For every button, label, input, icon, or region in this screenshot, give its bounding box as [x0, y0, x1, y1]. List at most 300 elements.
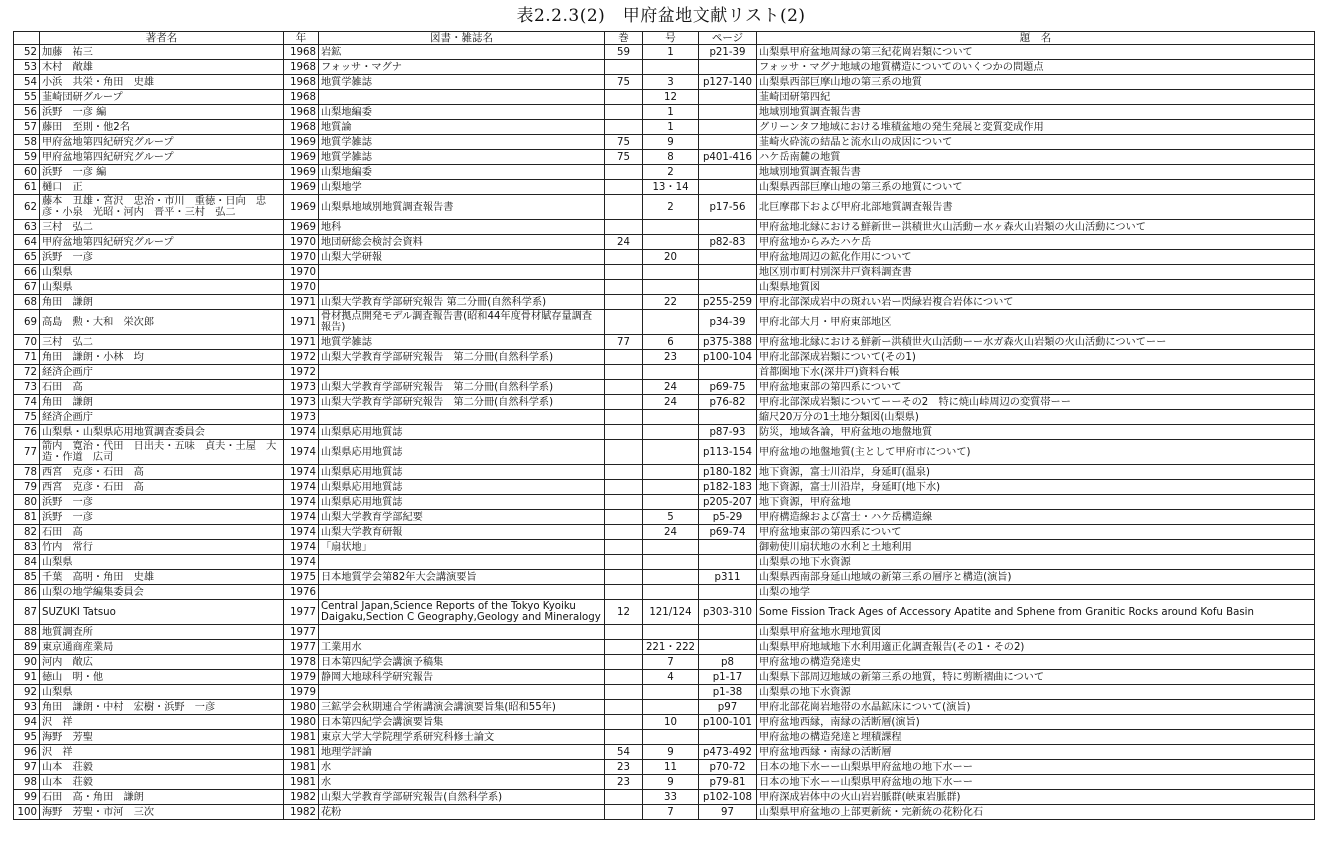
cell-page — [699, 555, 757, 570]
cell-subject: 甲府盆地東部の第四系について — [757, 525, 1315, 540]
cell-author: 浜野 一彦 編 — [40, 105, 284, 120]
cell-no: 69 — [14, 310, 40, 335]
cell-number: 24 — [643, 525, 699, 540]
table-row — [14, 350, 1315, 365]
cell-no: 60 — [14, 165, 40, 180]
cell-journal: 静岡大地球科学研究報告 — [319, 670, 605, 685]
cell-year: 1970 — [284, 235, 319, 250]
cell-no: 67 — [14, 280, 40, 295]
cell-page: p205-207 — [699, 495, 757, 510]
cell-subject: 山梨県西部巨摩山地の第三系の地質 — [757, 75, 1315, 90]
cell-subject: 甲府盆地北縁における鮮新ー洪積世火山活動ーー水ガ森火山岩類の火山活動についてーー — [757, 335, 1315, 350]
cell-author: 地質調査所 — [40, 625, 284, 640]
table-row — [14, 465, 1315, 480]
cell-year: 1968 — [284, 105, 319, 120]
cell-subject: 日本の地下水ーー山梨県甲府盆地の地下水ーー — [757, 760, 1315, 775]
cell-number: 12 — [643, 90, 699, 105]
cell-number: 2 — [643, 165, 699, 180]
cell-volume — [605, 465, 643, 480]
cell-year: 1971 — [284, 310, 319, 335]
cell-author: 高島 勲・大和 栄次郎 — [40, 310, 284, 335]
cell-number: 24 — [643, 380, 699, 395]
table-row — [14, 180, 1315, 195]
cell-no: 98 — [14, 775, 40, 790]
literature-table — [13, 31, 1315, 820]
table-row — [14, 625, 1315, 640]
cell-subject: 甲府盆地からみたハケ岳 — [757, 235, 1315, 250]
cell-page — [699, 365, 757, 380]
cell-author: 沢 祥 — [40, 745, 284, 760]
cell-year: 1968 — [284, 60, 319, 75]
cell-no: 95 — [14, 730, 40, 745]
cell-journal — [319, 585, 605, 600]
cell-page — [699, 640, 757, 655]
table-row — [14, 90, 1315, 105]
cell-year: 1974 — [284, 465, 319, 480]
cell-no: 72 — [14, 365, 40, 380]
table-row — [14, 440, 1315, 465]
cell-author: 箭内 寛治・代田 日出夫・五味 貞夫・土屋 大造・作道 広司 — [40, 440, 284, 465]
cell-subject: フォッサ・マグナ地域の地質構造についてのいくつかの問題点 — [757, 60, 1315, 75]
cell-author: 経済企画庁 — [40, 365, 284, 380]
cell-subject: 山梨県甲府地域地下水利用適正化調査報告(その1・その2) — [757, 640, 1315, 655]
cell-page: p100-104 — [699, 350, 757, 365]
cell-number — [643, 570, 699, 585]
cell-author: 樋口 正 — [40, 180, 284, 195]
cell-page: p113-154 — [699, 440, 757, 465]
table-row — [14, 425, 1315, 440]
cell-journal: 岩鉱 — [319, 45, 605, 60]
cell-subject: 地域別地質調査報告書 — [757, 165, 1315, 180]
cell-no: 52 — [14, 45, 40, 60]
cell-author: 山梨県 — [40, 280, 284, 295]
cell-number — [643, 280, 699, 295]
cell-number: 33 — [643, 790, 699, 805]
table-row — [14, 730, 1315, 745]
cell-subject: 地下資源，富士川沿岸，身延町(温泉) — [757, 465, 1315, 480]
cell-page — [699, 280, 757, 295]
cell-volume — [605, 90, 643, 105]
cell-year: 1981 — [284, 760, 319, 775]
cell-number — [643, 220, 699, 235]
cell-author: 石田 高・角田 謙朗 — [40, 790, 284, 805]
cell-journal: 工業用水 — [319, 640, 605, 655]
table-row — [14, 790, 1315, 805]
cell-number — [643, 265, 699, 280]
cell-page: p182-183 — [699, 480, 757, 495]
table-row — [14, 250, 1315, 265]
cell-number: 8 — [643, 150, 699, 165]
cell-journal: 山梨大学研報 — [319, 250, 605, 265]
cell-subject: 甲府北部花崗岩地帯の水晶鉱床について(演旨) — [757, 700, 1315, 715]
cell-author: SUZUKI Tatsuo — [40, 600, 284, 625]
cell-page — [699, 265, 757, 280]
cell-journal: 山梨県応用地質誌 — [319, 425, 605, 440]
cell-author: 浜野 一彦 — [40, 510, 284, 525]
header-row — [14, 32, 1315, 45]
cell-volume: 75 — [605, 150, 643, 165]
cell-author: 小浜 共栄・角田 史雄 — [40, 75, 284, 90]
cell-year: 1980 — [284, 715, 319, 730]
cell-page: p21-39 — [699, 45, 757, 60]
cell-no: 77 — [14, 440, 40, 465]
cell-subject: 山梨県西南部身延山地域の新第三系の層序と構造(演旨) — [757, 570, 1315, 585]
cell-no: 97 — [14, 760, 40, 775]
cell-subject: 地下資源，甲府盆地 — [757, 495, 1315, 510]
cell-page: p311 — [699, 570, 757, 585]
cell-journal — [319, 555, 605, 570]
cell-author: 河内 敞広 — [40, 655, 284, 670]
cell-subject: 甲府盆地周辺の鉱化作用について — [757, 250, 1315, 265]
cell-subject: 山梨県甲府盆地水理地質図 — [757, 625, 1315, 640]
cell-subject: 山梨県甲府盆地周縁の第三紀花崗岩類について — [757, 45, 1315, 60]
cell-number: 20 — [643, 250, 699, 265]
cell-subject: 甲府盆地の構造発達と埋積課程 — [757, 730, 1315, 745]
cell-author: 山梨県 — [40, 265, 284, 280]
cell-number: 221・222 — [643, 640, 699, 655]
table-row — [14, 105, 1315, 120]
cell-page — [699, 165, 757, 180]
cell-journal: 山梨大学教育学部研究報告 第二分冊(自然科学系) — [319, 395, 605, 410]
cell-no: 70 — [14, 335, 40, 350]
cell-number: 10 — [643, 715, 699, 730]
cell-no: 93 — [14, 700, 40, 715]
cell-journal: 山梨県応用地質誌 — [319, 465, 605, 480]
cell-year: 1979 — [284, 685, 319, 700]
cell-year: 1974 — [284, 540, 319, 555]
cell-year: 1968 — [284, 45, 319, 60]
cell-page: p102-108 — [699, 790, 757, 805]
cell-page: p8 — [699, 655, 757, 670]
cell-volume — [605, 440, 643, 465]
cell-journal: 地団研総会検討会資料 — [319, 235, 605, 250]
cell-journal: 山梨大学教育学部研究報告(自然科学系) — [319, 790, 605, 805]
table-row — [14, 585, 1315, 600]
cell-subject: 甲府北部深成岩中の斑れい岩ー閃緑岩複合岩体について — [757, 295, 1315, 310]
cell-number: 9 — [643, 775, 699, 790]
cell-no: 62 — [14, 195, 40, 220]
cell-subject: 山梨県下部周辺地域の新第三系の地質，特に剪断褶曲について — [757, 670, 1315, 685]
cell-no: 81 — [14, 510, 40, 525]
cell-no: 79 — [14, 480, 40, 495]
cell-no: 58 — [14, 135, 40, 150]
cell-number: 121/124 — [643, 600, 699, 625]
table-row — [14, 655, 1315, 670]
cell-year: 1982 — [284, 790, 319, 805]
cell-page: p375-388 — [699, 335, 757, 350]
cell-author: 甲府盆地第四紀研究グループ — [40, 150, 284, 165]
cell-year: 1970 — [284, 265, 319, 280]
cell-journal: 地質論 — [319, 120, 605, 135]
cell-year: 1977 — [284, 600, 319, 625]
cell-author: 石田 高 — [40, 525, 284, 540]
cell-page — [699, 60, 757, 75]
cell-volume: 75 — [605, 135, 643, 150]
cell-subject: ハケ岳南麓の地質 — [757, 150, 1315, 165]
cell-year: 1972 — [284, 350, 319, 365]
cell-number — [643, 365, 699, 380]
cell-author: 角田 謙朗 — [40, 295, 284, 310]
cell-volume — [605, 790, 643, 805]
cell-author: 海野 芳聖・市河 三次 — [40, 805, 284, 820]
cell-journal: 山梨地編委 — [319, 105, 605, 120]
cell-number — [643, 495, 699, 510]
cell-subject: 御勅使川扇状地の水利と土地利用 — [757, 540, 1315, 555]
cell-subject: 縮尺20万分の1土地分類図(山梨県) — [757, 410, 1315, 425]
cell-number — [643, 425, 699, 440]
cell-author: 徳山 明・他 — [40, 670, 284, 685]
cell-volume — [605, 120, 643, 135]
cell-author: 竹内 常行 — [40, 540, 284, 555]
cell-volume — [605, 425, 643, 440]
cell-volume: 23 — [605, 760, 643, 775]
cell-journal: 日本第四紀学会講演要旨集 — [319, 715, 605, 730]
cell-volume — [605, 495, 643, 510]
table-row — [14, 335, 1315, 350]
cell-author: 海野 芳聖 — [40, 730, 284, 745]
cell-author: 山梨県 — [40, 685, 284, 700]
table-row — [14, 525, 1315, 540]
cell-volume: 75 — [605, 75, 643, 90]
cell-volume — [605, 380, 643, 395]
cell-page — [699, 585, 757, 600]
cell-journal: 東京大学大学院理学系研究科修士論文 — [319, 730, 605, 745]
cell-subject: 地域別地質調査報告書 — [757, 105, 1315, 120]
table-row — [14, 135, 1315, 150]
cell-number — [643, 555, 699, 570]
table-row — [14, 555, 1315, 570]
cell-page: p87-93 — [699, 425, 757, 440]
cell-no: 78 — [14, 465, 40, 480]
cell-year: 1974 — [284, 440, 319, 465]
cell-no: 83 — [14, 540, 40, 555]
cell-no: 91 — [14, 670, 40, 685]
cell-page — [699, 135, 757, 150]
cell-no: 66 — [14, 265, 40, 280]
cell-year: 1981 — [284, 730, 319, 745]
cell-subject: 北巨摩郡下および甲府北部地質調査報告書 — [757, 195, 1315, 220]
table-row — [14, 410, 1315, 425]
cell-page: p97 — [699, 700, 757, 715]
col-header-year: 年 — [284, 32, 319, 45]
table-row — [14, 685, 1315, 700]
cell-subject: グリーンタフ地域における堆積盆地の発生発展と変質変成作用 — [757, 120, 1315, 135]
cell-number: 7 — [643, 655, 699, 670]
table-row — [14, 150, 1315, 165]
cell-year: 1977 — [284, 640, 319, 655]
table-row — [14, 310, 1315, 335]
cell-page — [699, 180, 757, 195]
cell-year: 1969 — [284, 150, 319, 165]
cell-number — [643, 685, 699, 700]
cell-journal: 水 — [319, 775, 605, 790]
cell-author: 韮崎団研グループ — [40, 90, 284, 105]
cell-number — [643, 235, 699, 250]
cell-year: 1968 — [284, 75, 319, 90]
cell-number — [643, 410, 699, 425]
cell-journal: 骨材拠点開発モデル調査報告書(昭和44年度骨材賦存量調査報告) — [319, 310, 605, 335]
cell-page: p180-182 — [699, 465, 757, 480]
cell-year: 1979 — [284, 670, 319, 685]
cell-year: 1973 — [284, 410, 319, 425]
cell-journal: Central Japan,Science Reports of the Tokyo Kyoiku Daigaku,Section C Geography,Geology and Mineralogy — [319, 600, 605, 625]
table-row — [14, 165, 1315, 180]
table-row — [14, 640, 1315, 655]
cell-no: 53 — [14, 60, 40, 75]
cell-number — [643, 440, 699, 465]
cell-subject: 山梨県甲府盆地の上部更新統・完新統の花粉化石 — [757, 805, 1315, 820]
cell-author: 山本 荘毅 — [40, 760, 284, 775]
cell-volume — [605, 265, 643, 280]
cell-volume — [605, 655, 643, 670]
cell-page: 97 — [699, 805, 757, 820]
cell-year: 1978 — [284, 655, 319, 670]
cell-number: 9 — [643, 745, 699, 760]
cell-year: 1973 — [284, 380, 319, 395]
cell-subject: 甲府盆地西縁，南縁の活断層(演旨) — [757, 715, 1315, 730]
cell-year: 1969 — [284, 180, 319, 195]
cell-year: 1974 — [284, 510, 319, 525]
cell-number: 1 — [643, 120, 699, 135]
cell-number: 3 — [643, 75, 699, 90]
cell-number: 5 — [643, 510, 699, 525]
table-row — [14, 495, 1315, 510]
cell-volume — [605, 180, 643, 195]
cell-volume — [605, 480, 643, 495]
cell-journal — [319, 90, 605, 105]
cell-author: 山本 荘毅 — [40, 775, 284, 790]
cell-year: 1968 — [284, 120, 319, 135]
cell-number: 4 — [643, 670, 699, 685]
cell-page: p5-29 — [699, 510, 757, 525]
cell-no: 87 — [14, 600, 40, 625]
cell-journal: 山梨大学教育学部研究報告 第二分冊(自然科学系) — [319, 350, 605, 365]
table-row — [14, 235, 1315, 250]
cell-no: 90 — [14, 655, 40, 670]
table-row — [14, 280, 1315, 295]
cell-number: 22 — [643, 295, 699, 310]
cell-number — [643, 310, 699, 335]
table-row — [14, 380, 1315, 395]
cell-page: p70-72 — [699, 760, 757, 775]
cell-no: 76 — [14, 425, 40, 440]
cell-author: 角田 謙朗 — [40, 395, 284, 410]
cell-no: 92 — [14, 685, 40, 700]
cell-journal: 日本第四紀学会講演予稿集 — [319, 655, 605, 670]
cell-year: 1970 — [284, 250, 319, 265]
cell-year: 1971 — [284, 295, 319, 310]
cell-volume: 23 — [605, 775, 643, 790]
table-row — [14, 295, 1315, 310]
cell-year: 1969 — [284, 220, 319, 235]
cell-volume — [605, 60, 643, 75]
cell-subject: 山梨の地学 — [757, 585, 1315, 600]
cell-subject: 甲府北部深成岩類についてーーその2 特に焼山峠周辺の変質帯ーー — [757, 395, 1315, 410]
cell-year: 1971 — [284, 335, 319, 350]
cell-author: 沢 祥 — [40, 715, 284, 730]
cell-journal — [319, 410, 605, 425]
cell-author: 浜野 一彦 — [40, 250, 284, 265]
cell-no: 63 — [14, 220, 40, 235]
cell-subject: 山梨県西部巨摩山地の第三系の地質について — [757, 180, 1315, 195]
cell-subject: 甲府構造線および富士・ハケ岳構造線 — [757, 510, 1315, 525]
cell-volume — [605, 730, 643, 745]
table-row — [14, 480, 1315, 495]
cell-no: 56 — [14, 105, 40, 120]
cell-subject: Some Fission Track Ages of Accessory Apatite and Sphene from Granitic Rocks around Kofu Basin — [757, 600, 1315, 625]
cell-page — [699, 220, 757, 235]
cell-number — [643, 480, 699, 495]
cell-no: 61 — [14, 180, 40, 195]
col-header-subject: 題 名 — [757, 32, 1315, 45]
table-row — [14, 805, 1315, 820]
cell-journal: 「扇状地」 — [319, 540, 605, 555]
cell-journal: フォッサ・マグナ — [319, 60, 605, 75]
cell-journal: 山梨大学教育研報 — [319, 525, 605, 540]
cell-volume — [605, 410, 643, 425]
cell-year: 1974 — [284, 480, 319, 495]
cell-year: 1970 — [284, 280, 319, 295]
cell-volume: 77 — [605, 335, 643, 350]
cell-author: 千葉 高明・角田 史雄 — [40, 570, 284, 585]
cell-subject: 韮崎団研第四紀 — [757, 90, 1315, 105]
cell-number — [643, 465, 699, 480]
cell-year: 1974 — [284, 555, 319, 570]
table-row — [14, 700, 1315, 715]
cell-no: 54 — [14, 75, 40, 90]
col-header-number: 号 — [643, 32, 699, 45]
cell-journal: 山梨県応用地質誌 — [319, 440, 605, 465]
table-row — [14, 715, 1315, 730]
cell-no: 94 — [14, 715, 40, 730]
cell-page — [699, 730, 757, 745]
cell-volume — [605, 510, 643, 525]
cell-page: p34-39 — [699, 310, 757, 335]
cell-subject: 甲府盆地西縁・南縁の活断層 — [757, 745, 1315, 760]
cell-no: 96 — [14, 745, 40, 760]
table-row — [14, 365, 1315, 380]
cell-number: 24 — [643, 395, 699, 410]
cell-volume: 24 — [605, 235, 643, 250]
cell-year: 1981 — [284, 745, 319, 760]
table-row — [14, 395, 1315, 410]
cell-year: 1977 — [284, 625, 319, 640]
cell-number — [643, 540, 699, 555]
cell-journal: 日本地質学会第82年大会講演要旨 — [319, 570, 605, 585]
cell-volume — [605, 805, 643, 820]
cell-author: 木村 敞雄 — [40, 60, 284, 75]
table-row — [14, 670, 1315, 685]
cell-number — [643, 730, 699, 745]
cell-journal: 三鉱学会秋期連合学術講演会講演要旨集(昭和55年) — [319, 700, 605, 715]
cell-number: 23 — [643, 350, 699, 365]
cell-no: 55 — [14, 90, 40, 105]
cell-year: 1974 — [284, 525, 319, 540]
cell-subject: 日本の地下水ーー山梨県甲府盆地の地下水ーー — [757, 775, 1315, 790]
cell-subject: 甲府盆地の地盤地質(主として甲府市について) — [757, 440, 1315, 465]
cell-subject: 甲府盆地東部の第四系について — [757, 380, 1315, 395]
cell-page: p100-101 — [699, 715, 757, 730]
cell-subject: 韮崎火砕流の結晶と流水山の成因について — [757, 135, 1315, 150]
cell-journal: 地理学評論 — [319, 745, 605, 760]
table-row — [14, 600, 1315, 625]
cell-subject: 山梨県の地下水資源 — [757, 555, 1315, 570]
cell-page: p69-75 — [699, 380, 757, 395]
cell-page — [699, 120, 757, 135]
cell-subject: 山梨県の地下水資源 — [757, 685, 1315, 700]
cell-author: 角田 謙朗・小林 均 — [40, 350, 284, 365]
cell-no: 89 — [14, 640, 40, 655]
